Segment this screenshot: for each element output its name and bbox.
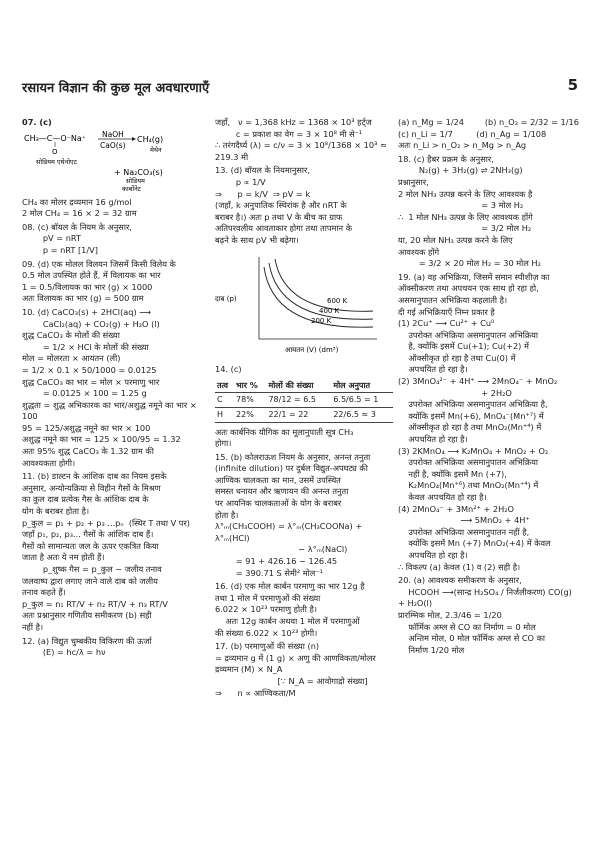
question-16: 16. (d) एक मोल कार्बन परमाणु का भार 12g है तथा 1 मोल में परमाणुओं की संख्या 6.022 × 10²³ परमाणु होती है। अतः 12g कार्बन अथवा 1 मोल में परमाणुओं की संख्या 6.022 × 10²³ होगी। <box>215 581 365 638</box>
graph-x-label: आयतन (V) (dm³) <box>285 345 339 354</box>
q12-continuation: जहाँ, ν = 1,368 kHz = 1368 × 10³ हर्ट्ज c = प्रकाश का वेग = 3 × 10⁸ मी से⁻¹ ∴ तरंगदैर्घ्य (λ) = c/ν = 3 × 10⁸/1368 × 10³ ≈ 219.3 मी <box>215 117 387 162</box>
page-number: 5 <box>567 76 578 94</box>
curve-label-400k: 400 K <box>319 306 340 315</box>
q7-reagent-bottom: CaO(s) <box>100 140 126 150</box>
curve-label-600k: 600 K <box>327 296 348 305</box>
q7-arrowhead <box>132 137 136 141</box>
q7-product-name: मेथेन <box>150 145 162 154</box>
chapter-title: रसायन विज्ञान की कुछ मूल अवधारणाएँ <box>22 81 210 96</box>
q7-reagent-top: NaOH <box>102 130 124 139</box>
table-header: मोलों की संख्या <box>266 379 331 393</box>
question-19: 19. (a) वह अभिक्रिया, जिसमें समान स्पीशीज़ का ऑक्सीकरण तथा अपचयन एक साथ हो रहा हो, असमानुपातन अभिक्रिया कहलाती है। दी गई अभिक्रियाएँ निम्न प्रकार है (1) 2Cu⁺ ⟶ Cu²⁺ + Cu⁰ उपरोक्त अभिक्रिया असमानुपातन अभिक्रिया है, क्योंकि इसमें Cu(+1); Cu(+2) में ऑक्सीकृत हो रहा है तथा Cu(0) में अपचयित हो रहा है। (2) 3MnO₄²⁻ + 4H⁺ ⟶ 2MnO₄⁻ + MnO₂ + 2H₂O उपरोक्त अभिक्रिया असमानुपातन अभिक्रिया है, क्योंकि इसमें Mn(+6), MnO₄⁻(Mn⁺⁷) में ऑक्सीकृत हो रहा है तथा MnO₂(Mn⁺⁴) में अपचयित हो रहा है। (3) 2KMnO₄ ⟶ K₂MnO₄ + MnO₂ + O₂ उपरोक्त अभिक्रिया असमानुपातन अभिक्रिया नहीं है, क्योंकि इसमें Mn (+7), K₂MnO₄(Mn⁺⁶) तथा MnO₂(Mn⁺⁴) में केवल अपचयित हो रहा है। (4) 2MnO₄⁻ + 3Mn²⁺ + 2H₂O ⟶ 5MnO₂ + 4H⁺ उपरोक्त अभिक्रिया असमानुपातन नहीं है, क्योंकि इसमें Mn (+7) MnO₂(+4) में केवल अपचयित हो रहा है। ∴ विकल्प (a) केवल (1) व (2) सही है। <box>398 271 558 572</box>
question-11: 11. (b) डाल्टन के आंशिक दाब का नियम इसके अनुसार, अन्योन्यक्रिया से विहीन गैसों के मिश्रण का कुल दाब प्रत्येक गैस के आंशिक दाब के योग के बराबर होता है। p_कुल = p₁ + p₂ + p₃ ...pₙ (स्थिर T तथा V पर) जहाँ p₁, p₂, p₃... गैसों के आंशिक दाब हैं। गैसों को सामान्यतः जल के ऊपर एकत्रित किया जाता है अतः ये नम होती हैं। p_शुष्क गैस = p_कुल − जलीय तनाव जलवाष्प द्वारा लगाए जाने वाले दाब को जलीय तनाव कहते हैं। p_कुल = n₁ RT/V + n₂ RT/V + n₃ RT/V अतः प्रश्नानुसार गणितीय समीकरण (b) सही नहीं है। <box>22 471 190 632</box>
table-header: मोल अनुपात <box>331 379 393 393</box>
question-18: 18. (c) हैबर प्रक्रम के अनुसार, N₂(g) + 3H₂(g) ⇌ 2NH₃(g) प्रश्नानुसार, 2 मोल NH₃ उत्पन्न करने के लिए आवश्यक है = 3 मोल H₂ ∴ 1 मोल NH₃ उत्पन्न के लिए आवश्यक होंगे = 3/2 मोल H₂ या, 20 मोल NH₃ उत्पन्न करने के लिए आवश्यक होंगे = 3/2 × 20 मोल H₂ = 30 मोल H₂ <box>398 153 541 269</box>
q7-byproduct-name-1: सोडियम <box>126 176 145 185</box>
isotherm-600k <box>275 259 373 311</box>
question-14: 14. (c) <box>215 364 242 375</box>
table-header-row <box>215 379 393 393</box>
q17-continuation: (a) n_Mg = 1/24 (b) n_O₂ = 2/32 = 1/16 (c) n_Li = 1/7 (d) n_Ag = 1/108 अतः n_Li > n_O₂ > n_Mg > n_Ag <box>398 117 579 151</box>
table-cell: C <box>215 393 234 408</box>
q7-reactant: CH₃—C—O⁻Na⁺ <box>24 133 87 143</box>
question-15: 15. (b) कोलराऊश नियम के अनुसार, अनन्त तनुता (infinite dilution) पर दुर्बल विद्युत-अपघट्य की आण्विक चालकता का मान, उसमें उपस्थित समस्त धनायन और ऋणायन की अनन्त तनुता पर आयनिक चालकताओं के योग के बराबर होता है। λ°ₘ(CH₃COOH) = λ°ₘ(CH₃COONa) + λ°ₘ(HCl) − λ°ₘ(NaCl) = 91 + 426.16 − 126.45 = 390.71 S सेमी² मोल⁻¹ <box>215 451 371 578</box>
question-13: 13. (d) बॉयल के नियमानुसार, p ∝ 1/V ⇒ p = k/V ⇒ pV = k (जहाँ, k अनुपातिक स्थिरांक है और nRT के बराबर है।) अतः p तथा V के बीच का ग्राफ अतिपरवलीय आवताकार होगा तथा तापमान के बढ़ने के साथ pV भी बढ़ेगा। <box>215 165 352 245</box>
column-1 <box>22 117 202 661</box>
table-cell: 22/1 = 22 <box>266 407 331 422</box>
q14-table <box>215 379 393 423</box>
q7-carbonyl-o: O <box>52 147 58 156</box>
question-09: 09. (d) एक मोलल विलयन जिसमें किसी विलेय के 0.5 मोल उपस्थित होते हैं, में विलायक का भार 1 = 0.5/विलायक का भार (g) × 1000 अतः विलायक का भार (g) = 500 ग्राम <box>22 258 176 304</box>
column-3 <box>398 117 580 658</box>
table-cell: 22% <box>234 407 266 422</box>
table-cell: H <box>215 407 234 422</box>
question-17: 17. (b) परमाणुओं की संख्या (n) = द्रव्यमान g में (1 g) × अणु की आणविकता/मोलर द्रव्यमान (M) × N_A [∵ N_A = आवोगाद्रो संख्या] ⇒ n ∝ आण्विकता/M <box>215 641 376 698</box>
q7-product: CH₄(g) <box>137 134 164 144</box>
boyle-isotherm-graph <box>215 253 393 361</box>
graph-y-label: दाब (p) <box>215 294 237 303</box>
curve-label-200k: 200 K <box>311 316 332 325</box>
question-20: 20. (a) आवश्यक समीकरण के अनुसार, HCOOH ⟶(सान्द्र H₂SO₄ / निर्जलीकरण) CO(g) + H₂O(l) प्रारम्भिक मोल, 2.3/46 = 1/20 फॉर्मिक अम्ल से CO का निर्माण = 0 मोल अन्तिम मोल, 0 मोल फॉर्मिक अम्ल से CO का निर्माण 1/20 मोल <box>398 575 572 655</box>
table-row <box>215 393 393 408</box>
table-cell: 78/12 = 6.5 <box>266 393 331 408</box>
question-08: 08. (c) बॉयल के नियम के अनुसार, pV = nRT p = nRT [1/V] <box>22 221 132 255</box>
q7-molar-mass: CH₄ का मोलर द्रव्यमान 16 g/mol 2 मोल CH₄ = 16 × 2 = 32 ग्राम <box>22 196 137 219</box>
table-header: तत्व <box>215 379 234 393</box>
question-07: 07. (c) <box>22 117 52 127</box>
table-cell: 22/6.5 ≈ 3 <box>331 407 393 422</box>
column-2 <box>215 117 393 701</box>
question-12: 12. (a) विद्युत चुम्बकीय विकिरण की ऊर्जा (E) = hc/λ = hν <box>22 635 152 658</box>
page-header <box>22 78 578 98</box>
q7-reaction-figure <box>22 131 202 193</box>
table-header: भार % <box>234 379 266 393</box>
q7-reaction-svg <box>22 131 202 193</box>
table-cell: 6.5/6.5 = 1 <box>331 393 393 408</box>
table-cell: 78% <box>234 393 266 408</box>
q14-conclusion: अतः कार्बनिक यौगिक का मूलानुपाती सूत्र CH₃ होगा। <box>215 426 354 449</box>
question-10: 10. (d) CaCO₃(s) + 2HCl(aq) ⟶ CaCl₂(aq) + CO₂(g) + H₂O (l) शुद्ध CaCO₃ के मोलों की संख्या = 1/2 × HCl के मोलों की संख्या मोल = मोलरता × आयतन (ली) = 1/2 × 0.1 × 50/1000 = 0.0125 शुद्ध CaCO₃ का भार = मोल × परमाणु भार = 0.0125 × 100 = 1.25 g शुद्धता = शुद्ध अभिकारक का भार/अशुद्ध नमूने का भार × 100 95 = 125/अशुद्ध नमूने का भार × 100 अशुद्ध नमूने का भार = 125 × 100/95 = 1.32 अतः 95% शुद्ध CaCO₃ के 1.32 ग्राम की आवश्यकता होगी। <box>22 306 197 468</box>
q7-reactant-name: सोडियम एथेनोएट <box>36 157 77 166</box>
q7-byproduct: + Na₂CO₃(s) <box>114 167 163 177</box>
isotherm-svg <box>215 253 393 357</box>
table-row <box>215 407 393 422</box>
q7-byproduct-name-2: कार्बोनेट <box>122 184 141 193</box>
